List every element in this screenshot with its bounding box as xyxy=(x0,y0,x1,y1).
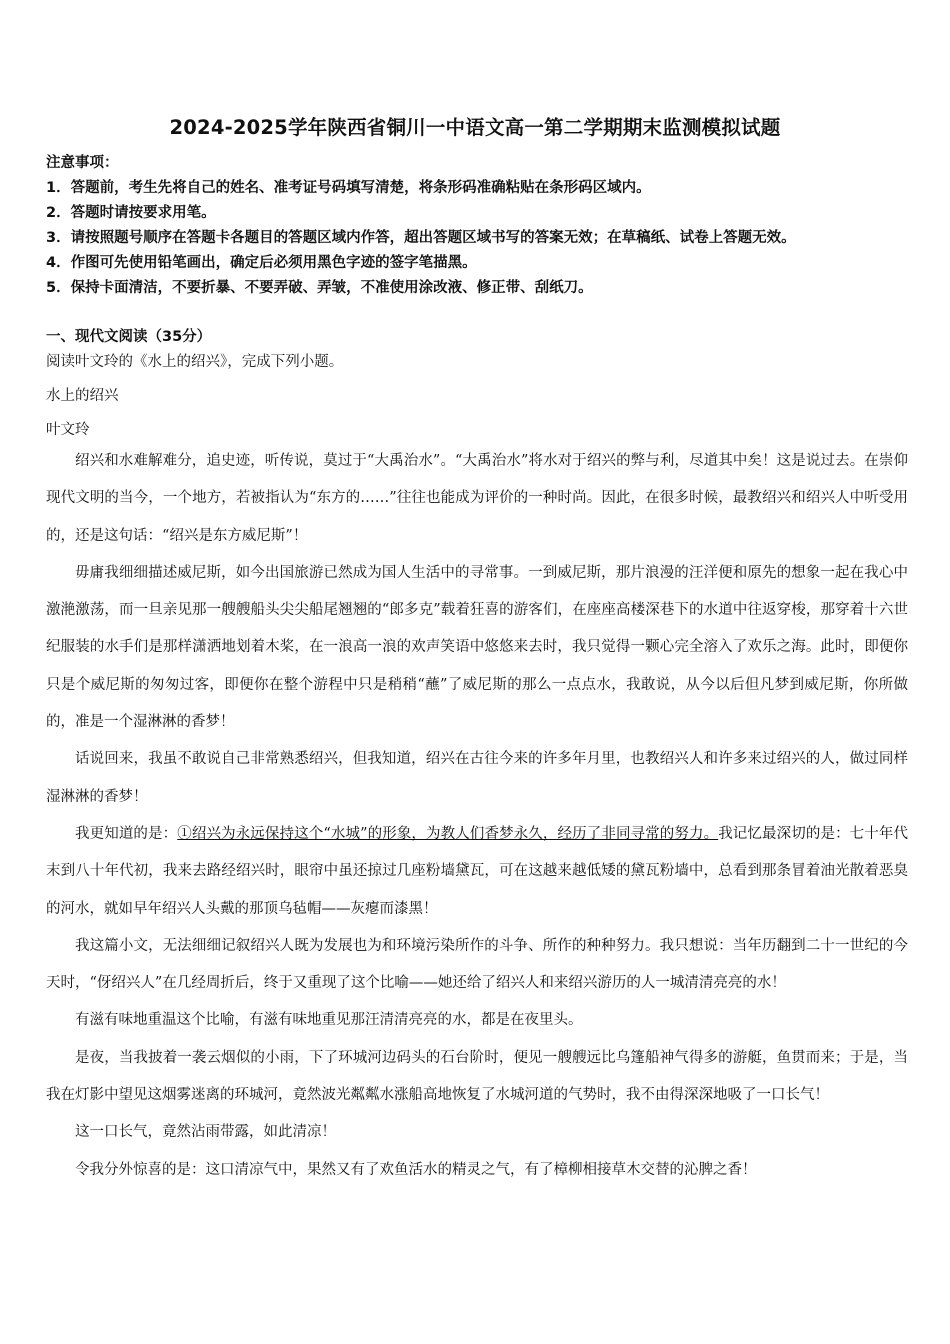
reading-instruction: 阅读叶文玲的《水上的绍兴》，完成下列小题。 xyxy=(46,354,344,370)
notice-item: 3．请按照题号顺序在答题卡各题目的答题区域内作答，超出答题区域书写的答案无效；在草稿纸、试卷上答题无效。 xyxy=(46,230,796,246)
paragraph: 绍兴和水难解难分，追史迹，听传说，莫过于“大禹治水”。“大禹治水”将水对于绍兴的弊与利，尽道其中矣！这是说过去。在崇仰现代文明的当今，一个地方，若被指认为“东方的……”往往也能成为评价的一种时尚。因此，在很多时候，最教绍兴和绍兴人中听受用的，还是这句话：“绍兴是东方威尼斯”！ xyxy=(46,453,908,544)
passage-author: 叶文玲 xyxy=(46,422,90,438)
paragraph: 我这篇小文，无法细细记叙绍兴人既为发展也为和环境污染所作的斗争、所作的种种努力。我只想说：当年历翻到二十一世纪的今天时，“伢绍兴人”在几经周折后，终于又重现了这个比喻——她还给了绍兴人和来绍兴游历的人一城清清亮亮的水！ xyxy=(46,937,908,992)
paragraph: 这一口长气，竟然沾雨带露，如此清凉！ xyxy=(75,1124,336,1141)
passage-body xyxy=(46,443,908,1189)
paragraph: 毋庸我细细描述威尼斯，如今出国旅游已然成为国人生活中的寻常事。一到威尼斯，那片浪漫的汪洋便和原先的想象一起在我心中激滟激荡，而一旦亲见那一艘艘船头尖尖船尾翘翘的“郎多克”载着狂喜的游客们，在座座高楼深巷下的水道中往返穿梭，那穿着十六世纪服装的水手们是那样潇洒地划着木桨，在一浪高一浪的欢声笑语中悠悠来去时，我只觉得一颗心完全溶入了欢乐之海。此时，即便你只是个威尼斯的匆匆过客，即便你在整个游程中只是稍稍“蘸”了威尼斯的那么一点点水，我敢说，从今以后但凡梦到威尼斯，你所做的，准是一个湿淋淋的香梦！ xyxy=(46,564,908,731)
paragraph-lead: 我更知道的是： xyxy=(75,825,178,842)
paragraph: 话说回来，我虽不敢说自己非常熟悉绍兴，但我知道，绍兴在古往今来的许多年月里，也教绍兴人和许多来过绍兴的人，做过同样湿淋淋的香梦！ xyxy=(46,751,908,805)
notice-item: 5．保持卡面清洁，不要折暴、不要弄破、弄皱，不准使用涂改液、修正带、刮纸刀。 xyxy=(46,280,593,296)
section-heading: 一、现代文阅读（35分） xyxy=(46,329,212,345)
underlined-sentence-1: ①绍兴为永远保持这个“水城”的形象，为教人们香梦永久，经历了非同寻常的努力。 xyxy=(177,825,719,842)
paragraph-tail: 我记忆最深切的是：七十年代末到八十年代初，我来去路经绍兴时，眼帘中虽还掠过几座粉墙黛瓦，可在这越来越低矮的黛瓦粉墙中，总看到那条冒着油光散着恶臭的河水，就如早年绍兴人头戴的那顶乌毡帽——灰瘪而漆黑！ xyxy=(46,825,909,917)
notice-item: 4．作图可先使用铅笔画出，确定后必须用黑色字迹的签字笔描黑。 xyxy=(46,255,477,271)
exam-title: 2024-2025学年陕西省铜川一中语文高一第二学期期末监测模拟试题 xyxy=(169,116,781,139)
passage-title: 水上的绍兴 xyxy=(46,388,119,404)
paragraph: 有滋有味地重温这个比喻，有滋有味地重见那汪清清亮亮的水，都是在夜里头。 xyxy=(75,1012,583,1029)
notice-item: 1．答题前，考生先将自己的姓名、准考证号码填写清楚，将条形码准确粘贴在条形码区域内。 xyxy=(46,180,651,196)
notice-item: 2．答题时请按要求用笔。 xyxy=(46,205,216,221)
paragraph: 令我分外惊喜的是：这口清凉气中，果然又有了欢鱼活水的精灵之气，有了樟柳相接草木交替的沁脾之香！ xyxy=(75,1161,757,1178)
paragraph xyxy=(46,816,908,928)
notice-heading: 注意事项： xyxy=(46,155,119,171)
paragraph: 是夜，当我披着一袭云烟似的小雨，下了环城河边码头的石台阶时，便见一艘艘远比乌篷船神气得多的游艇，鱼贯而来；于是，当我在灯影中望见这烟雾迷离的环城河，竟然波光粼粼水涨船高地恢复了水城河道的气势时，我不由得深深地吸了一口长气！ xyxy=(46,1049,908,1104)
notice-block xyxy=(46,151,916,301)
